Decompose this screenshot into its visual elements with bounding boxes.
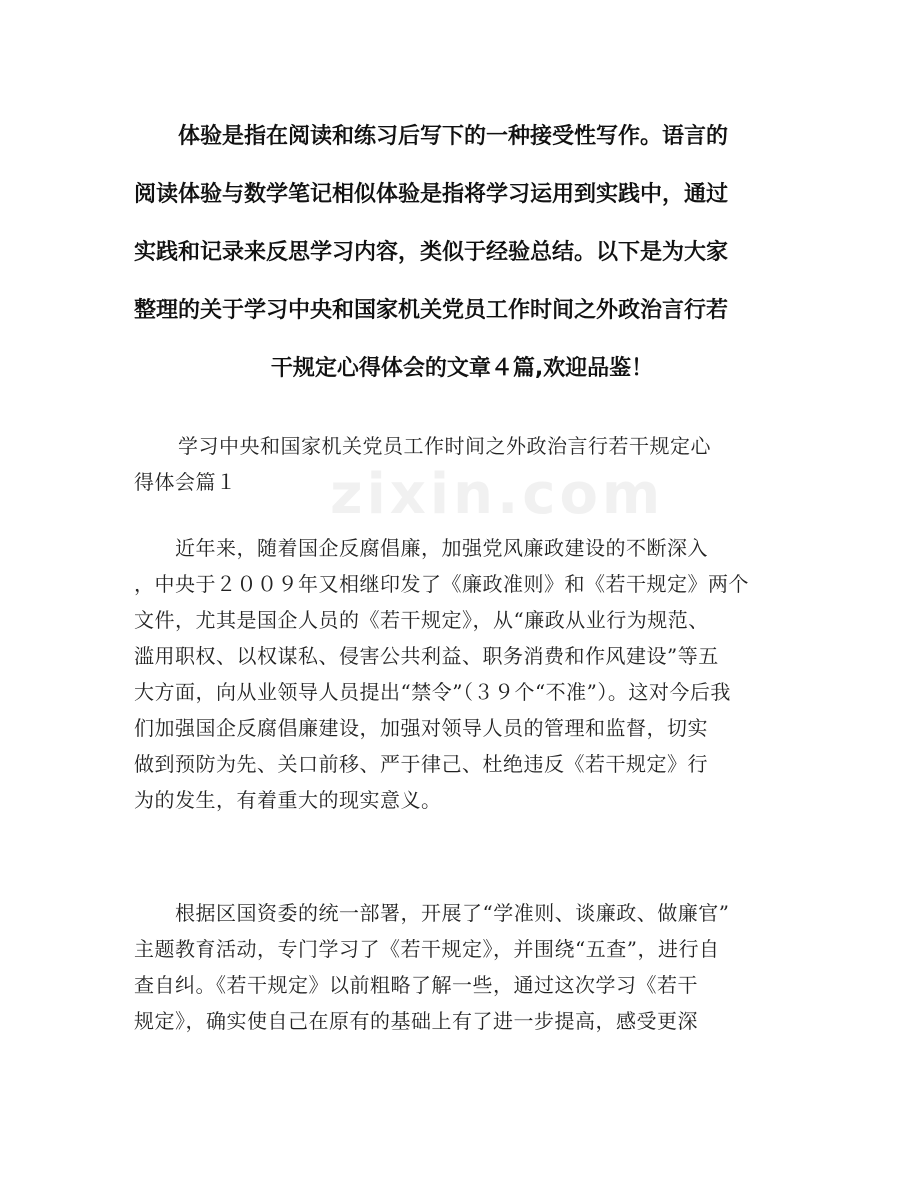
intro-summary xyxy=(134,108,790,398)
paragraph-line: 根据区国资委的统一部署，开展了“学准则、谈廉政、做廉官” xyxy=(134,901,730,925)
paragraph-line: 们加强国企反腐倡廉建设，加强对领导人员的管理和监督，切实 xyxy=(134,716,708,740)
paragraph-line: 做到预防为先、关口前移、严于律己、杜绝违反《若干规定》行 xyxy=(134,752,708,776)
article-title-line: 学习中央和国家机关党员工作时间之外政治言行若干规定心 xyxy=(178,434,711,458)
paragraph-line: 为的发生，有着重大的现实意义。 xyxy=(134,788,442,812)
intro-line: 体验是指在阅读和练习后写下的一种接受性写作。语言的 xyxy=(178,124,729,149)
article-title xyxy=(134,428,790,500)
paragraph-line: 规定》，确实使自己在原有的基础上有了进一步提高，感受更深 xyxy=(134,1009,698,1033)
paragraph-line: 大方面，向从业领导人员提出“禁令”（３９个“不准”）。这对今后我 xyxy=(134,680,731,704)
article-title-line: 得体会篇１ xyxy=(134,470,237,494)
paragraph-line: 主题教育活动，专门学习了《若干规定》，并围绕“五查”，进行自 xyxy=(134,937,720,961)
intro-line: 干规定心得体会的文章４篇,欢迎品鉴！ xyxy=(270,356,654,381)
watermark: zixin.com xyxy=(330,462,665,527)
paragraph-line: 滥用职权、以权谋私、侵害公共利益、职务消费和作风建设”等五 xyxy=(134,644,719,668)
intro-line: 阅读体验与数学笔记相似体验是指将学习运用到实践中，通过 xyxy=(134,182,729,207)
paragraph-line: 近年来，随着国企反腐倡廉，加强党风廉政建设的不断深入 xyxy=(134,536,708,560)
intro-line: 整理的关于学习中央和国家机关党员工作时间之外政治言行若 xyxy=(134,298,729,323)
paragraph-line: 文件，尤其是国企人员的《若干规定》，从“廉政从业行为规范、 xyxy=(134,608,709,632)
paragraph-line: 查自纠。《若干规定》以前粗略了解一些，通过这次学习《若干 xyxy=(134,973,698,997)
paragraph-2 xyxy=(134,895,790,1039)
intro-line: 实践和记录来反思学习内容，类似于经验总结。以下是为大家 xyxy=(134,240,729,265)
paragraph-line: ，中央于２００９年又相继印发了《廉政准则》和《若干规定》两个 xyxy=(134,572,749,596)
paragraph-1 xyxy=(134,530,790,818)
